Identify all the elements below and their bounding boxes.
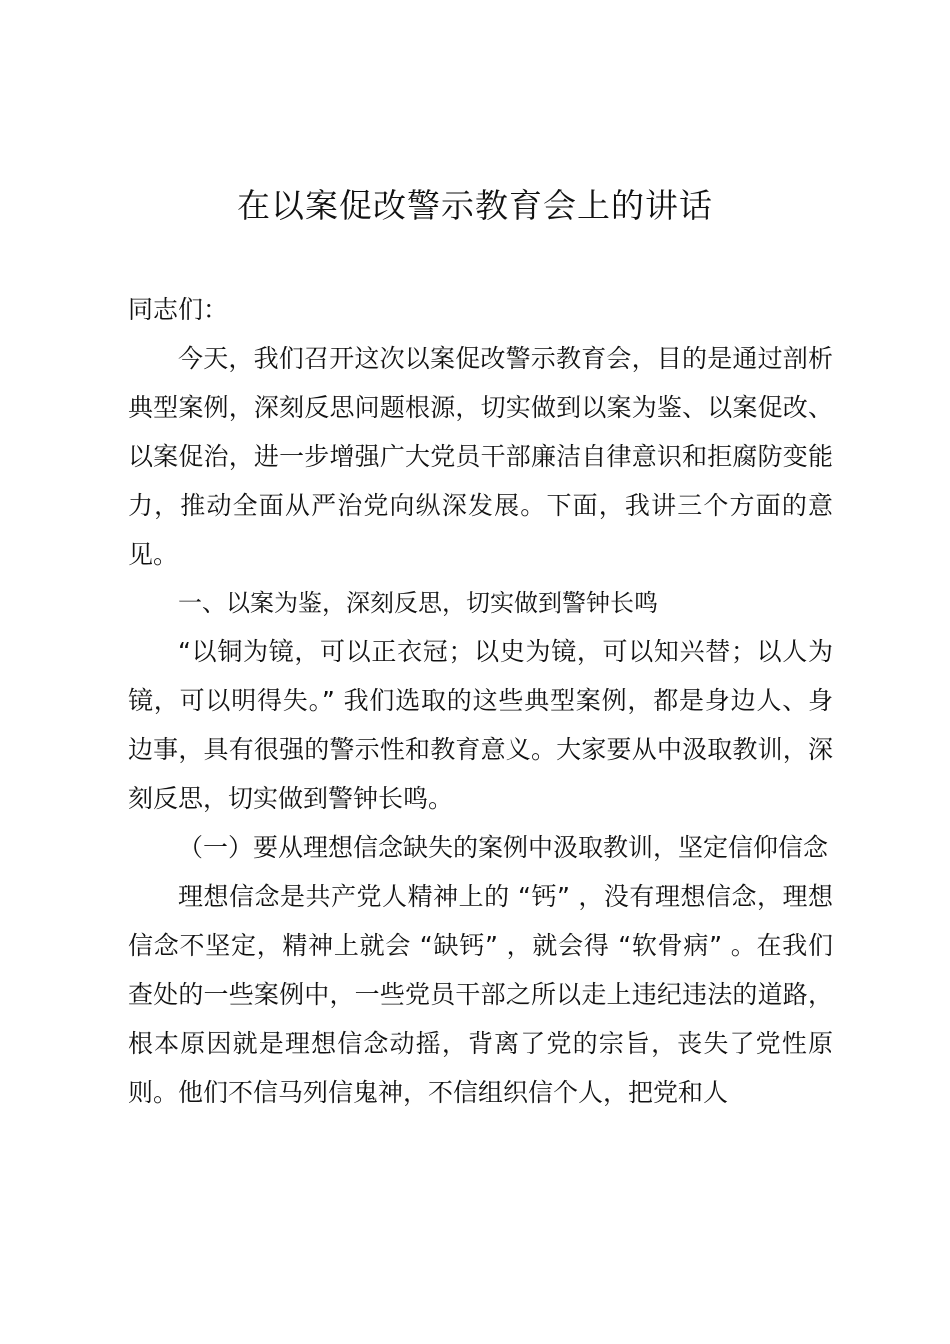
document-body [128, 286, 833, 1117]
salutation: 同志们： [128, 295, 229, 324]
body-paragraph: “以铜为镜，可以正衣冠；以史为镜，可以知兴替；以人为镜，可以明得失。” 我们选取的这些典型案例，都是身边人、身边事，具有很强的警示性和教育意义。大家要从中汲取教训，深刻反思，切实做到警钟长鸣。 [128, 637, 833, 814]
document-title: 在以案促改警示教育会上的讲话 [237, 186, 713, 225]
subsection-heading-1: （一）要从理想信念缺失的案例中汲取教训，坚定信仰信念 [178, 832, 829, 862]
body-paragraph: 理想信念是共产党人精神上的 “钙” ，没有理想信念，理想信念不坚定，精神上就会 “缺钙” ，就会得 “软骨病” 。在我们查处的一些案例中，一些党员干部之所以走上违纪违法的道路，根本原因就是理想信念动摇，背离了党的宗旨，丧失了党性原则。他们不信马列信鬼神，不信组织信个人，把党和人 [128, 881, 833, 1107]
intro-paragraph: 今天，我们召开这次以案促改警示教育会，目的是通过剖析典型案例，深刻反思问题根源，切实做到以案为鉴、以案促改、以案促治，进一步增强广大党员干部廉洁自律意识和拒腐防变能力，推动全面从严治党向纵深发展。下面，我讲三个方面的意见。 [128, 343, 833, 569]
section-heading-1: 一、以案为鉴，深刻反思，切实做到警钟长鸣 [178, 589, 658, 618]
